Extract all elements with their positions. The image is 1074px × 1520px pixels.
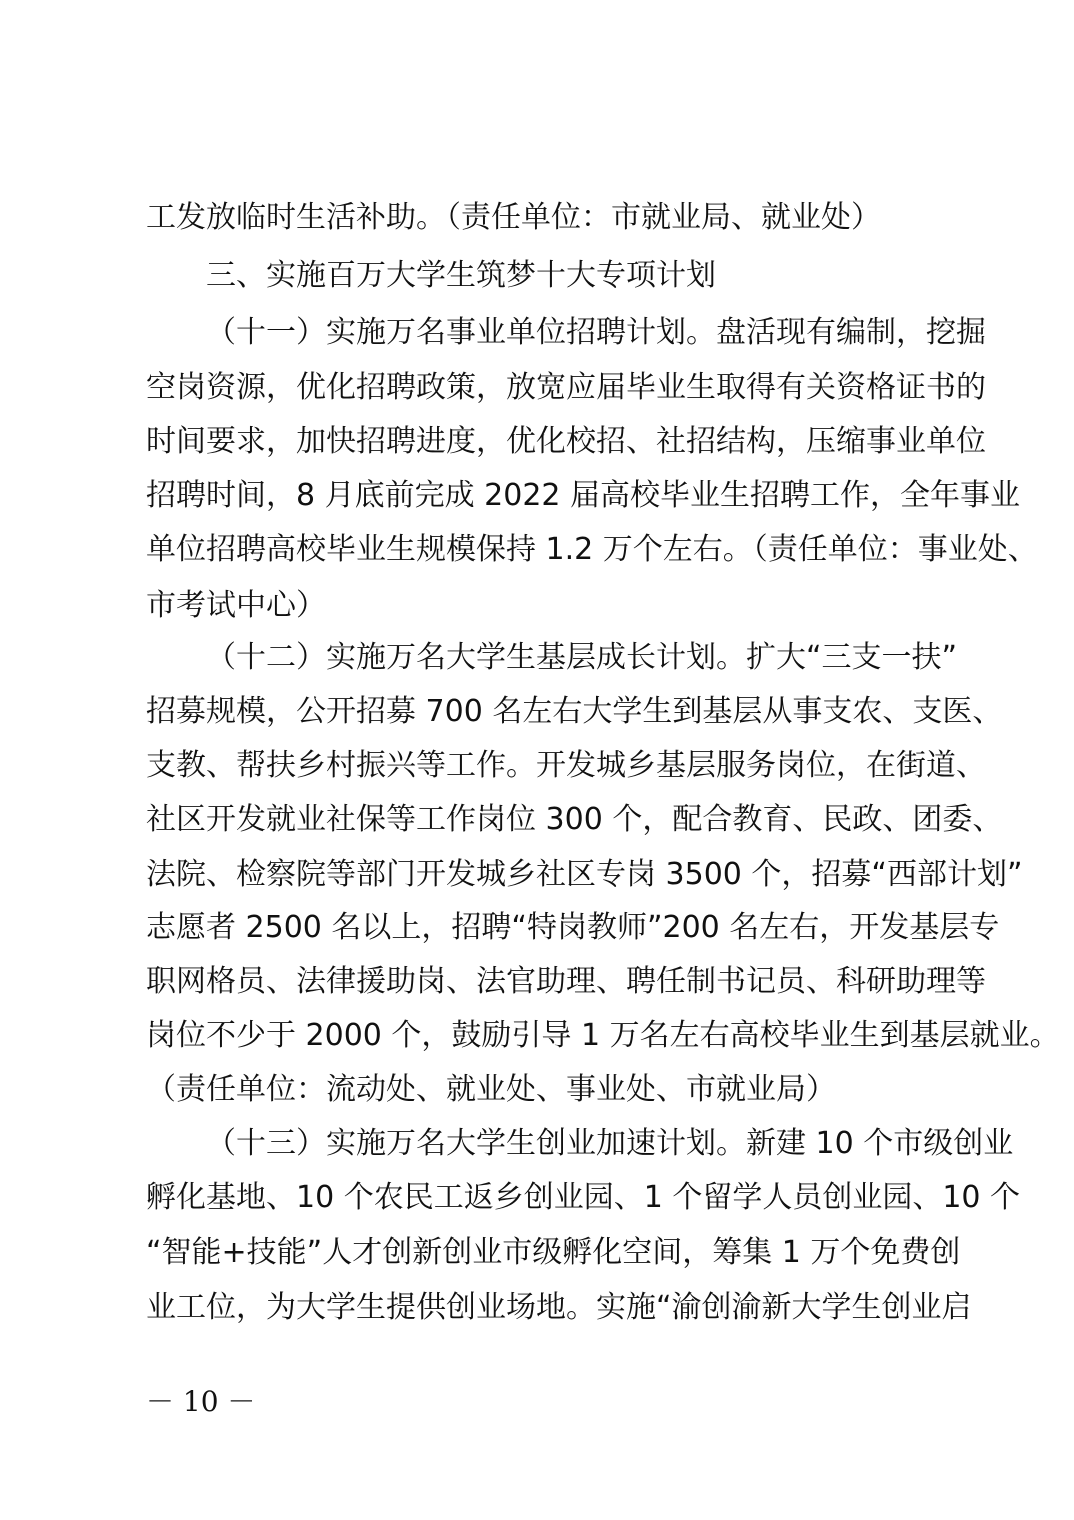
paragraph-12-line-6: 志愿者 2500 名以上，招聘“特岗教师”200 名左右，开发基层专 <box>146 910 1000 945</box>
paragraph-12-line-4: 社区开发就业社保等工作岗位 300 个，配合教育、民政、团委、 <box>146 802 1003 837</box>
paragraph-11-line-6: 市考试中心） <box>146 588 326 623</box>
section-heading: 三、实施百万大学生筑梦十大专项计划 <box>206 258 716 293</box>
paragraph-12-line-5: 法院、检察院等部门开发城乡社区专岗 3500 个，招募“西部计划” <box>146 857 1023 892</box>
paragraph-13-line-2: 孵化基地、10 个农民工返乡创业园、1 个留学人员创业园、10 个 <box>146 1180 1021 1215</box>
paragraph-11-line-5: 单位招聘高校毕业生规模保持 1.2 万个左右。（责任单位：事业处、 <box>146 532 1038 567</box>
paragraph-11-line-2: 空岗资源，优化招聘政策，放宽应届毕业生取得有关资格证书的 <box>146 370 986 405</box>
paragraph-12-line-1: （十二）实施万名大学生基层成长计划。扩大“三支一扶” <box>206 640 958 675</box>
paragraph-12-line-8: 岗位不少于 2000 个，鼓励引导 1 万名左右高校毕业生到基层就业。 <box>146 1018 1060 1053</box>
paragraph-13-line-4: 业工位，为大学生提供创业场地。实施“渝创渝新大学生创业启 <box>146 1290 972 1325</box>
paragraph-13-line-3: “智能+技能”人才创新创业市级孵化空间，筹集 1 万个免费创 <box>146 1235 961 1270</box>
paragraph-11-line-1: （十一）实施万名事业单位招聘计划。盘活现有编制，挖掘 <box>206 315 986 350</box>
paragraph-12-line-7: 职网格员、法律援助岗、法官助理、聘任制书记员、科研助理等 <box>146 964 986 999</box>
paragraph-12-line-2: 招募规模，公开招募 700 名左右大学生到基层从事支农、支医、 <box>146 694 1003 729</box>
paragraph-11-line-3: 时间要求，加快招聘进度，优化校招、社招结构，压缩事业单位 <box>146 424 986 459</box>
text-line-1: 工发放临时生活补助。（责任单位：市就业局、就业处） <box>146 200 881 235</box>
paragraph-12-line-9: （责任单位：流动处、就业处、事业处、市就业局） <box>146 1072 836 1107</box>
paragraph-12-line-3: 支教、帮扶乡村振兴等工作。开发城乡基层服务岗位，在街道、 <box>146 748 986 783</box>
page-number: － 10 － <box>146 1385 256 1418</box>
paragraph-13-line-1: （十三）实施万名大学生创业加速计划。新建 10 个市级创业 <box>206 1126 1014 1161</box>
paragraph-11-line-4: 招聘时间，8 月底前完成 2022 届高校毕业生招聘工作，全年事业 <box>146 478 1021 513</box>
